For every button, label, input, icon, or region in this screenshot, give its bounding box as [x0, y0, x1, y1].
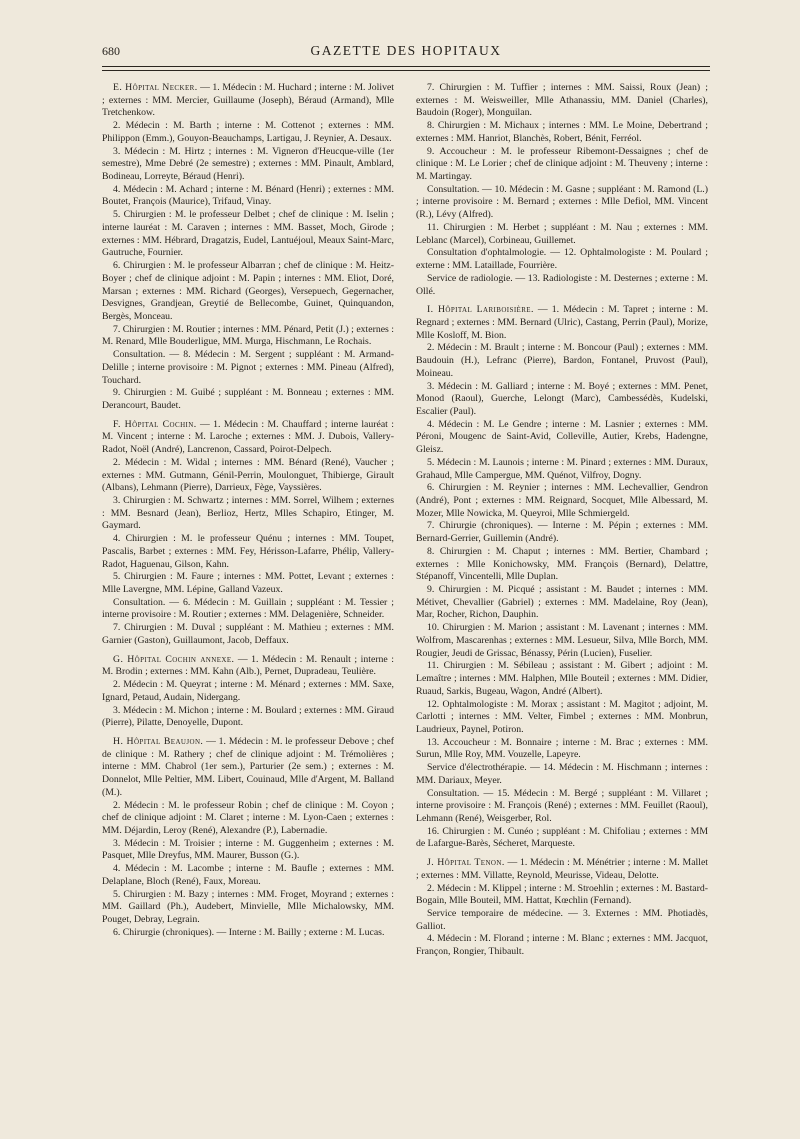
paragraph-text: 5. Médecin : M. Launois ; interne : M. Pinard ; externes : MM. Duraux, Grahaud, Mlle Campergue, MM. Quénot, Vilfroy, Dogny. [416, 456, 708, 481]
paragraph [102, 419, 394, 457]
paragraph [102, 495, 394, 533]
paragraph [102, 863, 394, 888]
paragraph [416, 82, 708, 120]
paragraph-text: 3. Médecin : M. Galliard ; interne : M. Boyé ; externes : MM. Penet, Monod (Raoul), Guerche, Lelongt (Marc), Cambessédès, Kudelski, Escalier (Paul). [416, 380, 708, 417]
paragraph [416, 419, 708, 457]
paragraph [102, 622, 394, 647]
running-title: GAZETTE DES HOPITAUX [310, 43, 502, 58]
paragraph-text: 4. Médecin : M. Florand ; interne : M. Blanc ; externes : MM. Jacquot, Françon, Rongier, Thibault. [416, 933, 708, 958]
paragraph-text: 6. Chirurgie (chroniques). — Interne : M. Bailly ; externe : M. Lucas. [113, 926, 385, 938]
paragraph [416, 342, 708, 380]
paragraph [102, 209, 394, 260]
paragraph-text: 3. Chirurgien : M. Schwartz ; internes : MM. Sorrel, Wilhem ; externes : MM. Besnard (Jean), Berlioz, Hertz, Mlles Schapiro, Etinger, M. Gaymard. [102, 495, 394, 532]
paragraph-text: — 1. Médecin : M. Chauffard ; interne lauréat : M. Vincent ; interne : M. Laroche ; externes : MM. J. Dubois, Vallery-Radot, Noël (André), Lancrenon, Cassard, Poirot-Delpech. [102, 418, 394, 456]
paragraph [416, 247, 708, 272]
paragraph-text: 9. Chirurgien : M. Picqué ; assistant : M. Baudet ; internes : MM. Métivet, Chevallier (Gabriel) ; externes : MM. Madelaine, Roy (Jean), Mar, Rocher, Richon, Dauphin. [416, 584, 708, 621]
paragraph [416, 120, 708, 145]
hospital-heading: F. Hôpital Cochin. [113, 418, 197, 430]
paragraph [416, 857, 708, 882]
paragraph-text: 16. Chirurgien : M. Cunéo ; suppléant : M. Chifoliau ; externes : MM de Lafargue-Barès, Sécheret, Marqueste. [416, 825, 708, 850]
paragraph [416, 933, 708, 958]
paragraph-text: 2. Médecin : M. le professeur Robin ; chef de clinique : M. Coyon ; chef de clinique adjoint : M. Claret ; interne : M. Lyon-Caen ; externes : MM. Déjardin, Leroy (René), Alexandre (P.), Labernadie. [102, 799, 394, 836]
paragraph-text: 7. Chirurgien : M. Routier ; internes : MM. Pénard, Petit (J.) ; externes : M. Renard, Mlle Bouderligue, MM. Murga, Hischmann, Le Rochais. [102, 323, 394, 348]
paragraph-text: 11. Chirurgien : M. Sébileau ; assistant : M. Gibert ; adjoint : M. Lemaître ; internes : MM. Halphen, Mlle Bouteil ; externes : MM. Didier, Ruaud, Sarkis, Bugeau, Wagon, André (Albert). [416, 660, 708, 697]
paragraph-text: 8. Chirurgien : M. Michaux ; internes : MM. Le Moine, Debertrand ; externes : MM. Hanriot, Blanchès, Robert, Bénit, Ferréol. [416, 120, 708, 144]
paragraph [416, 546, 708, 584]
paragraph-text: 4. Médecin : M. Le Gendre ; interne : M. Lasnier ; externes : MM. Péroni, Mougenc de Saint-Avid, Colleville, Autier, Krebs, Hadengne, Gleisz. [416, 418, 708, 456]
paragraph [102, 679, 394, 704]
paragraph [102, 889, 394, 927]
hospital-heading: G. Hôpital Cochin annexe. [113, 653, 235, 665]
paragraph [102, 146, 394, 184]
paragraph-text: — 1. Médecin : M. Tapret ; interne : M. Regnard ; externes : MM. Bernard (Ulric), Castang, Perrin (Paul), Morize, Mlle Kosloff, M. Bion. [416, 304, 709, 341]
left-column [102, 82, 394, 939]
paragraph-text: 2. Médecin : M. Klippel ; interne : M. Stroehlin ; externes : M. Bastard-Bogain, Mlle Bouteil, MM. Hattat, Kœchlin (Fernand). [416, 882, 708, 907]
paragraph-text: 3. Médecin : M. Hirtz ; internes : M. Vigneron d'Heucque-ville (1er semestre), Mme Debré (2e semestre) ; externes : MM. Pinault, Amblard, Bodineau, Lorreyte, Béraud (Henri). [102, 145, 394, 183]
paragraph-text: 4. Chirurgien : M. le professeur Quénu ; internes : MM. Toupet, Pascalis, Barbet ; externes : MM. Fey, Hérisson-Lafarre, Phélip, Vallery-Radot, Haguenau, Gilson, Kahn. [102, 533, 394, 570]
paragraph [102, 800, 394, 838]
paragraph [416, 584, 708, 622]
paragraph-text: 2. Médecin : M. Widal ; internes : MM. Bénard (René), Vaucher ; externes : MM. Gutmann, Génil-Perrin, Moulonguet, Thibierge, Girault (Albans), Lehmann (Pierre), Darrieux, Fège, Vayssières. [102, 456, 394, 494]
paragraph-text: 4. Médecin : M. Achard ; interne : M. Bénard (Henri) ; externes : MM. Boutet, François (Maurice), Trifaud, Vinay. [102, 183, 394, 208]
paragraph [416, 146, 708, 184]
paragraph-text: 12. Ophtalmologiste : M. Morax ; assistant : M. Magitot ; adjoint, M. Carlotti ; internes : MM. Velter, Fimbel ; externes : MM. Monbrun, Laudrieux, Paynel, Potiron. [416, 698, 708, 735]
paragraph [102, 120, 394, 145]
paragraph [416, 826, 708, 851]
paragraph [416, 457, 708, 482]
paragraph [416, 883, 708, 908]
paragraph-text: 9. Chirurgien : M. Guibé ; suppléant : M. Bonneau ; externes : MM. Derancourt, Baudet. [102, 387, 394, 411]
paragraph [102, 927, 394, 940]
paragraph [416, 184, 708, 222]
paragraph [102, 324, 394, 349]
paragraph-text: 8. Chirurgien : M. Chaput ; internes : MM. Bertier, Chambard ; externes : Mlle Konichowsky, MM. François (Bernard), Delattre, Stépanoff, Vincentelli, Mlle Duplan. [416, 545, 708, 583]
paragraph-text: Consultation. — 10. Médecin : M. Gasne ; suppléant : M. Ramond (L.) ; interne provisoire : M. Bernard ; externes : Mlle Defiol, MM. Vincent (R.), Lévy (Alfred). [416, 183, 708, 221]
paragraph-text: 5. Chirurgien : M. Bazy ; internes : MM. Froget, Moyrand ; externes : MM. Gaillard (Ph.), Audebert, Minvielle, Mlle Michalowsky, MM. Pouget, Debray, Legrain. [102, 888, 394, 925]
hospital-heading: E. Hôpital Necker. [113, 82, 198, 93]
paragraph [416, 482, 708, 520]
paragraph-text: 4. Médecin : M. Lacombe ; interne : M. Baufle ; externes : MM. Delaplane, Bloch (René), Faux, Moreau. [102, 863, 394, 887]
paragraph [416, 908, 708, 933]
paragraph [102, 736, 394, 800]
paragraph-text: 2. Médecin : M. Brault ; interne : M. Boncour (Paul) ; externes : MM. Baudouin (H.), Lefranc (Pierre), Bardon, Fontanel, Pruvost (Paul), Moineau. [416, 342, 708, 379]
paragraph [102, 533, 394, 571]
right-column [416, 82, 708, 959]
paragraph [416, 381, 708, 419]
paragraph [416, 222, 708, 247]
paragraph-text: 2. Médecin : M. Barth ; interne : M. Cottenot ; externes : MM. Philippon (Emm.), Gouyon-Beauchamps, Lartigau, J. Reynier, A. Desaux. [102, 120, 394, 144]
paragraph [416, 304, 708, 342]
paragraph [416, 520, 708, 545]
paragraph-text: 3. Médecin : M. Michon ; interne : M. Boulard ; externes : MM. Giraud (Pierre), Pilatte, Denoyelle, Dupont. [102, 704, 394, 729]
page-number: 680 [102, 44, 120, 58]
paragraph-text: Service d'électrothérapie. — 14. Médecin : M. Hischmann ; internes : MM. Dariaux, Meyer. [416, 762, 708, 786]
paragraph-text: 5. Chirurgien : M. Faure ; internes : MM. Pottet, Levant ; externes : Mlle Lavergne, MM. Lépine, Galland Vazeux. [102, 571, 394, 596]
hospital-heading: J. Hôpital Tenon. [427, 857, 505, 869]
paragraph-text: 13. Accoucheur : M. Bonnaire ; interne : M. Brac ; externes : MM. Surun, Mlle Roy, MM. Vouzelle, Lapeyre. [416, 736, 708, 761]
paragraph [416, 699, 708, 737]
paragraph [416, 273, 708, 298]
hospital-heading: I. Hôpital Lariboisière. [427, 304, 534, 316]
paragraph-text: 6. Chirurgien : M. le professeur Albarran ; chef de clinique : M. Heitz-Boyer ; chef de clinique adjoint : M. Papin ; internes : MM. Eliot, Doré, Marsan ; externes : MM. Richard (Georges), Versepuech, Gegernacher, Desvignes, Grandjean, Greytié de Bellecombe, Guinet, Quinquandon, Bergès, Monceau. [102, 260, 394, 322]
paragraph [102, 705, 394, 730]
paragraph [102, 571, 394, 596]
paragraph [102, 838, 394, 863]
paragraph [102, 82, 394, 120]
paragraph-text: Service de radiologie. — 13. Radiologiste : M. Desternes ; externe : M. Ollé. [416, 272, 708, 297]
paragraph-text: — 1. Médecin : M. Renault ; interne : M. Brodin ; externes : MM. Kahn (Alb.), Pernet, Dupradeau, Teulière. [102, 653, 394, 678]
paragraph [416, 737, 708, 762]
paragraph-text: 7. Chirurgien : M. Duval ; suppléant : M. Mathieu ; externes : MM. Garnier (Gaston), Guillaumont, Jacob, Deffaux. [102, 622, 394, 646]
paragraph [416, 622, 708, 660]
paragraph-text: 9. Accoucheur : M. le professeur Ribemont-Dessaignes ; chef de clinique : M. Le Lorier ; chef de clinique adjoint : M. Theuveny ; interne : M. Martingay. [416, 145, 708, 183]
paragraph [102, 260, 394, 324]
paragraph [102, 597, 394, 622]
paragraph [102, 457, 394, 495]
paragraph-text: — 1. Médecin : M. le professeur Debove ; chef de clinique : M. Rathery ; chef de clinique adjoint : M. Trémolières ; interne : MM. Chabrol (1er sem.), Parturier (2e sem.) ; externes : M. Donnelot, Mlle Peltier, MM. Libert, Couinaud, Mlle d'Argent, M. Balland (M.). [102, 735, 394, 798]
header-rule [102, 70, 710, 71]
paragraph-text: 2. Médecin : M. Queyrat ; interne : M. Ménard ; externes : MM. Saxe, Ignard, Petaud, Audain, Nidergang. [102, 679, 394, 703]
paragraph [102, 184, 394, 209]
paragraph [416, 788, 708, 826]
paragraph-text: — 1. Médecin : M. Huchard ; interne : M. Jolivet ; externes : MM. Mercier, Guillaume (Joseph), Béraud (Armand), Mlle Tretchenkow. [102, 82, 394, 119]
paragraph [102, 387, 394, 412]
paragraph-text: Service temporaire de médecine. — 3. Externes : MM. Photiadès, Galliot. [416, 908, 708, 932]
paragraph-text: Consultation. — 15. Médecin : M. Bergé ; suppléant : M. Villaret ; interne provisoire : M. François (René) ; externes : MM. Feuillet (Raoul), Lehmann (René), Weisgerber, Rol. [416, 787, 708, 824]
paragraph-text: 7. Chirurgien : M. Tuffier ; internes : MM. Saissi, Roux (Jean) ; externes : M. Weisweiller, Mlle Athanassiu, MM. Daniel (Charles), Baudoin (Roger), Monguilan. [416, 82, 708, 119]
hospital-heading: H. Hôpital Beaujon. [113, 735, 204, 747]
paragraph-text: — 1. Médecin : M. Ménétrier ; interne : M. Mallet ; externes : MM. Villatte, Reynold, Meurisse, Videau, Delotte. [416, 857, 708, 881]
paragraph-text: Consultation. — 6. Médecin : M. Guillain ; suppléant : M. Tessier ; interne provisoire : M. Routier ; externes : MM. Delagenière, Schneider. [102, 596, 394, 621]
page-header [102, 40, 710, 67]
paragraph-text: 5. Chirurgien : M. le professeur Delbet ; chef de clinique : M. Iselin ; interne lauréat : M. Caraven ; internes : MM. Basset, Moch, Girode ; externes : MM. Hébrard, Dragatzis, Eudel, Lantuéjoul, Meaux Saint-Marc, Gautruche, Fournier. [102, 209, 394, 259]
paragraph-text: Consultation. — 8. Médecin : M. Sergent ; suppléant : M. Armand-Delille ; interne provisoire : M. Pignot ; externes : MM. Pineau (Alfred), Touchard. [102, 349, 394, 386]
paragraph-text: 7. Chirurgie (chroniques). — Interne : M. Pépin ; externes : MM. Bernard-Gerrier, Guillemin (André). [416, 520, 708, 545]
paragraph [102, 654, 394, 679]
paragraph-text: 3. Médecin : M. Troisier ; interne : M. Guggenheim ; externes : M. Pasquet, Mlle Dreyfus, MM. Maurer, Busson (G.). [102, 837, 394, 862]
paragraph-text: 6. Chirurgien : M. Reynier ; internes : MM. Lechevallier, Gendron (André), Pont ; externes : MM. Reignard, Socquet, Mlle Albessard, M. Mozer, Mlle Nowicka, M. Queyroi, Mlle Schmiergeld. [416, 482, 708, 519]
paragraph [416, 762, 708, 787]
paragraph [102, 349, 394, 387]
paragraph-text: 11. Chirurgien : M. Herbet ; suppléant : M. Nau ; externes : MM. Leblanc (Marcel), Corbineau, Guillemet. [416, 221, 708, 246]
paragraph-text: Consultation d'ophtalmologie. — 12. Ophtalmologiste : M. Poulard ; externe : MM. Lataillade, Fourrière. [416, 247, 708, 272]
paragraph-text: 10. Chirurgien : M. Marion ; assistant : M. Lavenant ; internes : MM. Wolfrom, Mascarenhas ; externes : MM. Lesueur, Silva, Mlle Borch, MM. Rougier, Jeudi de Grissac, Bénassy, Périn (Lucien), Fuselier. [416, 622, 708, 659]
paragraph [416, 660, 708, 698]
